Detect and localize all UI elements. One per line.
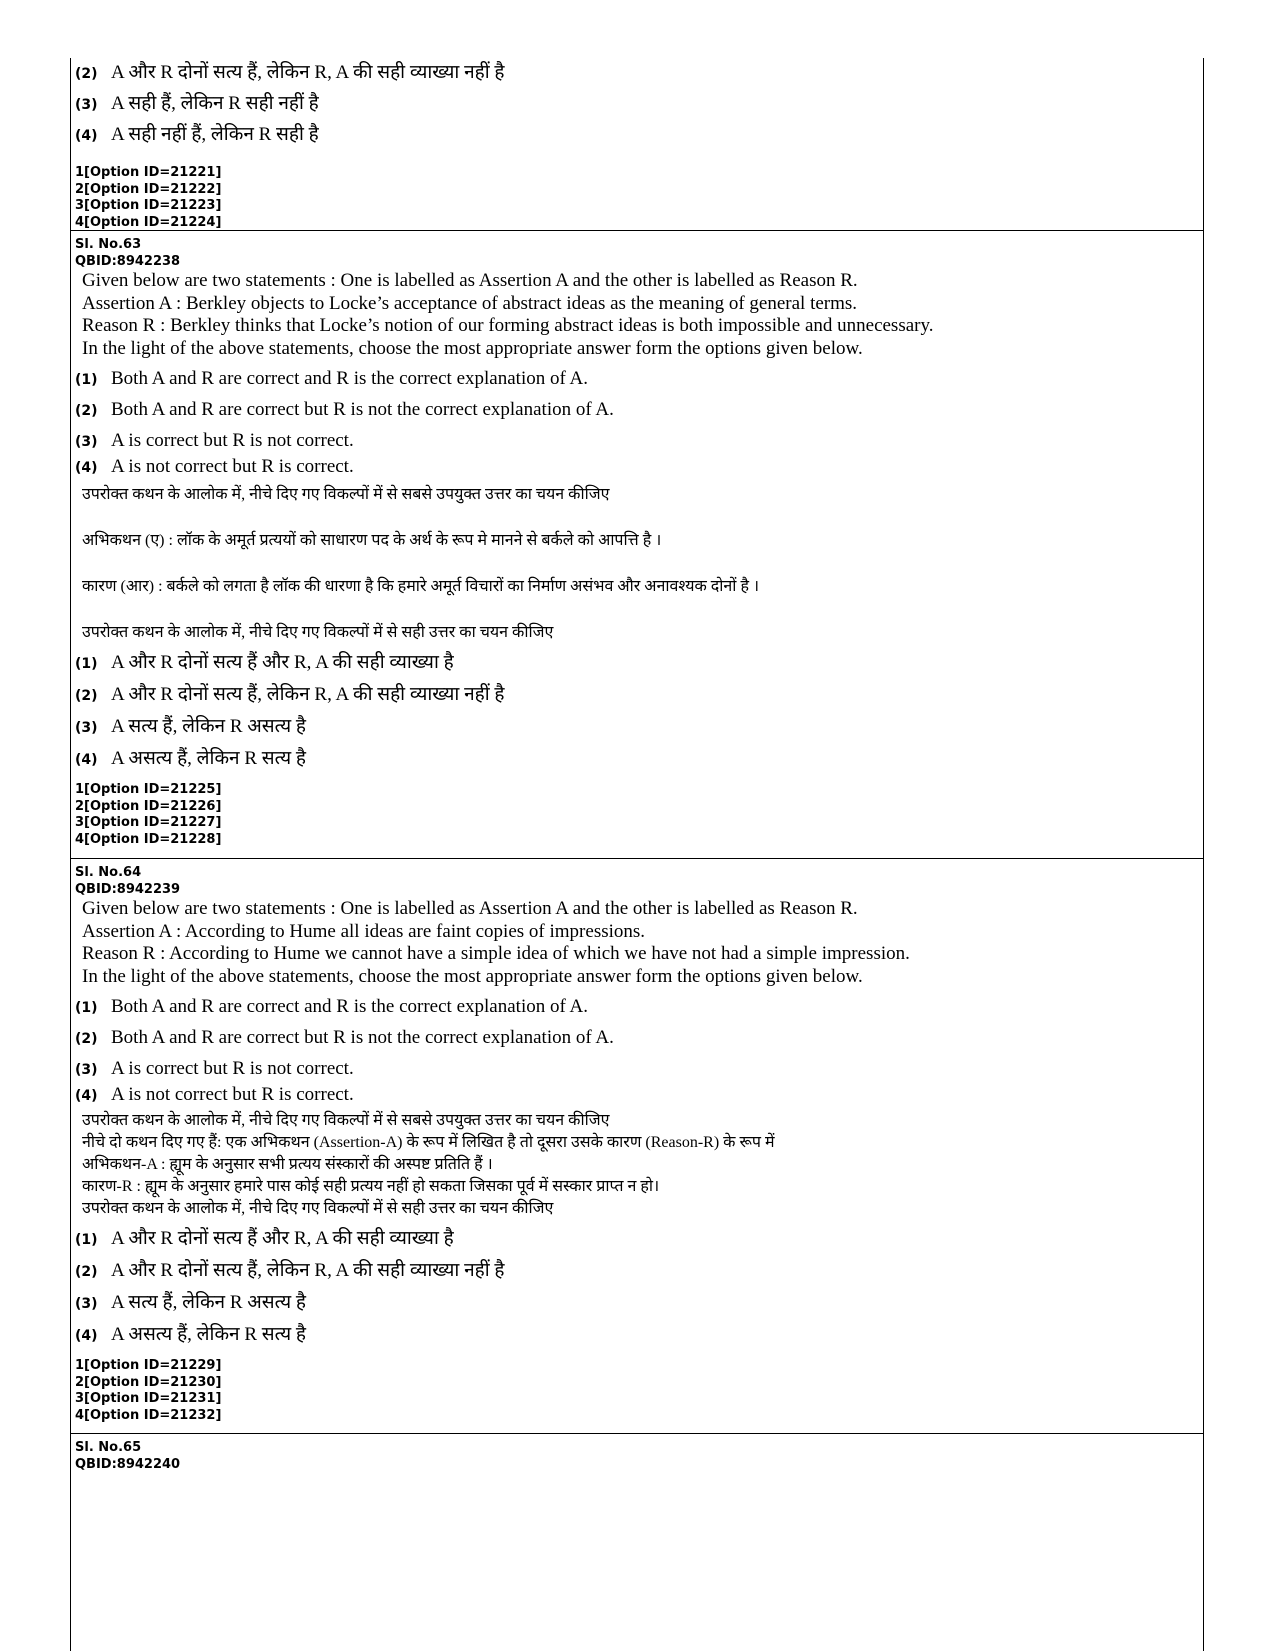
- hindi-option-1: [75, 1224, 1203, 1256]
- option-text: A is correct but R is not correct.: [111, 1058, 354, 1079]
- option-text: A सत्य हैं, लेकिन R असत्य है: [111, 716, 306, 737]
- hindi-statement-intro: नीचे दो कथन दिए गए हैं: एक अभिकथन (Assertion-A) के रूप में लिखित है तो दूसरा उसके कारण (Reason-R) के रूप में: [82, 1134, 775, 1151]
- question-line: Given below are two statements : One is labelled as Assertion A and the other is labelled as Reason R.: [82, 270, 858, 291]
- option-number: (3): [75, 97, 98, 113]
- option-id: 3[Option ID=21223]: [75, 198, 222, 213]
- question-line: Reason R : According to Hume we cannot have a simple idea of which we have not had a simple impression.: [82, 943, 910, 964]
- option-text: Both A and R are correct and R is the correct explanation of A.: [111, 368, 588, 389]
- option-id: 2[Option ID=21230]: [75, 1374, 222, 1390]
- hindi-option-4: [75, 744, 1203, 776]
- hindi-instruction: उपरोक्त कथन के आलोक में, नीचे दिए गए विकल्पों में से सही उत्तर का चयन कीजिए: [82, 624, 554, 641]
- qbid: QBID:8942238: [75, 253, 181, 269]
- option-id: 4[Option ID=21224]: [75, 214, 222, 230]
- option-id: 3[Option ID=21231]: [75, 1391, 222, 1406]
- option-number: (4): [75, 1088, 98, 1104]
- question-line: Assertion A : Berkley objects to Locke’s acceptance of abstract ideas as the meaning of general terms.: [82, 292, 858, 314]
- option-text: A is not correct but R is correct.: [111, 456, 354, 477]
- serial-number: Sl. No.64: [75, 865, 142, 880]
- option-number: (2): [75, 1264, 98, 1280]
- question-64: [71, 859, 1203, 1434]
- option-number: (3): [75, 434, 98, 450]
- question-paper-page: [70, 58, 1204, 1651]
- serial-number: Sl. No.63: [75, 237, 142, 252]
- option-text: Both A and R are correct and R is the correct explanation of A.: [111, 996, 588, 1017]
- option-number: (1): [75, 1232, 98, 1248]
- option-id: 2[Option ID=21226]: [75, 798, 222, 814]
- option-id: 1[Option ID=21229]: [75, 1358, 222, 1373]
- english-option-4: [75, 1084, 1203, 1110]
- option-text: A और R दोनों सत्य हैं और R, A की सही व्याख्या है: [111, 1228, 454, 1249]
- question-line: Reason R : Berkley thinks that Locke’s notion of our forming abstract ideas is both impossible and unnecessary.: [82, 315, 934, 336]
- option-text: A is correct but R is not correct.: [111, 430, 354, 451]
- option-text: A सही नहीं हैं, लेकिन R सही है: [111, 124, 319, 145]
- hindi-option-4: [75, 1320, 1203, 1352]
- option-id: 1[Option ID=21221]: [75, 165, 222, 180]
- hindi-option-2: [75, 680, 1203, 712]
- qbid: QBID:8942239: [75, 881, 181, 897]
- question-63: [71, 231, 1203, 859]
- question-62-tail: [71, 58, 1203, 231]
- english-option-1: [75, 996, 1203, 1027]
- hindi-assertion: अभिकथन (ए) : लॉक के अमूर्त प्रत्ययों को साधारण पद के अर्थ के रूप मे मानने से बर्कले को आपत्ति है ।: [82, 532, 662, 549]
- hindi-assertion: अभिकथन-A : ह्यूम के अनुसार सभी प्रत्यय संस्कारों की अस्पष्ट प्रतिति हैं ।: [82, 1156, 493, 1173]
- hindi-option-2: [75, 58, 1203, 89]
- option-number: (1): [75, 656, 98, 672]
- option-text: A और R दोनों सत्य हैं, लेकिन R, A की सही व्याख्या नहीं है: [111, 62, 505, 83]
- hindi-option-3: [75, 89, 1203, 120]
- english-option-3: [75, 1058, 1203, 1084]
- option-id: 3[Option ID=21227]: [75, 815, 222, 830]
- option-id: 4[Option ID=21228]: [75, 831, 222, 847]
- hindi-instruction: उपरोक्त कथन के आलोक में, नीचे दिए गए विकल्पों में से सबसे उपयुक्त उत्तर का चयन कीजिए: [82, 486, 610, 503]
- hindi-option-4: [75, 120, 1203, 151]
- hindi-option-1: [75, 648, 1203, 680]
- option-id-list: [75, 151, 1203, 235]
- option-text: A और R दोनों सत्य हैं और R, A की सही व्याख्या है: [111, 652, 454, 673]
- option-id-list: [75, 1352, 1203, 1428]
- question-line: In the light of the above statements, choose the most appropriate answer form the options given below.: [82, 965, 863, 987]
- option-id: 1[Option ID=21225]: [75, 782, 222, 797]
- option-id-list: [75, 776, 1203, 852]
- option-id: 2[Option ID=21222]: [75, 181, 222, 197]
- option-number: (2): [75, 403, 98, 419]
- option-text: A is not correct but R is correct.: [111, 1084, 354, 1105]
- option-id: 4[Option ID=21232]: [75, 1407, 222, 1423]
- question-line: Assertion A : According to Hume all ideas are faint copies of impressions.: [82, 920, 646, 942]
- option-number: (3): [75, 1062, 98, 1078]
- option-number: (3): [75, 1296, 98, 1312]
- hindi-option-3: [75, 712, 1203, 744]
- question-65: [71, 1434, 1203, 1584]
- english-option-1: [75, 368, 1203, 399]
- serial-number: Sl. No.65: [75, 1440, 142, 1455]
- option-text: A असत्य हैं, लेकिन R सत्य है: [111, 1324, 306, 1345]
- hindi-option-2: [75, 1256, 1203, 1288]
- option-text: A सही हैं, लेकिन R सही नहीं है: [111, 93, 319, 114]
- option-number: (2): [75, 1031, 98, 1047]
- hindi-instruction: उपरोक्त कथन के आलोक में, नीचे दिए गए विकल्पों में से सबसे उपयुक्त उत्तर का चयन कीजिए: [82, 1112, 610, 1129]
- hindi-reason: कारण (आर) : बर्कले को लगता है लॉक की धारणा है कि हमारे अमूर्त विचारों का निर्माण असंभव और अनावश्यक दोनों है ।: [82, 578, 760, 595]
- option-number: (4): [75, 128, 98, 144]
- hindi-instruction: उपरोक्त कथन के आलोक में, नीचे दिए गए विकल्पों में से सही उत्तर का चयन कीजिए: [82, 1200, 554, 1217]
- option-text: A सत्य हैं, लेकिन R असत्य है: [111, 1292, 306, 1313]
- option-number: (3): [75, 720, 98, 736]
- option-number: (1): [75, 372, 98, 388]
- hindi-reason: कारण-R : ह्यूम के अनुसार हमारे पास कोई सही प्रत्यय नहीं हो सकता जिसका पूर्व में सस्कार प्राप्त न हो।: [82, 1178, 660, 1195]
- option-number: (2): [75, 688, 98, 704]
- english-option-2: [75, 1027, 1203, 1058]
- english-option-2: [75, 399, 1203, 430]
- english-option-4: [75, 456, 1203, 482]
- question-line: Given below are two statements : One is labelled as Assertion A and the other is labelled as Reason R.: [82, 898, 858, 919]
- option-number: (4): [75, 460, 98, 476]
- option-text: Both A and R are correct but R is not the correct explanation of A.: [111, 1027, 614, 1048]
- hindi-option-3: [75, 1288, 1203, 1320]
- option-text: Both A and R are correct but R is not the correct explanation of A.: [111, 399, 614, 420]
- english-option-3: [75, 430, 1203, 456]
- option-number: (1): [75, 1000, 98, 1016]
- option-number: (4): [75, 752, 98, 768]
- question-line: In the light of the above statements, choose the most appropriate answer form the options given below.: [82, 337, 863, 359]
- option-number: (4): [75, 1328, 98, 1344]
- option-text: A और R दोनों सत्य हैं, लेकिन R, A की सही व्याख्या नहीं है: [111, 684, 505, 705]
- qbid: QBID:8942240: [75, 1456, 181, 1472]
- option-text: A असत्य हैं, लेकिन R सत्य है: [111, 748, 306, 769]
- option-number: (2): [75, 66, 98, 82]
- option-text: A और R दोनों सत्य हैं, लेकिन R, A की सही व्याख्या नहीं है: [111, 1260, 505, 1281]
